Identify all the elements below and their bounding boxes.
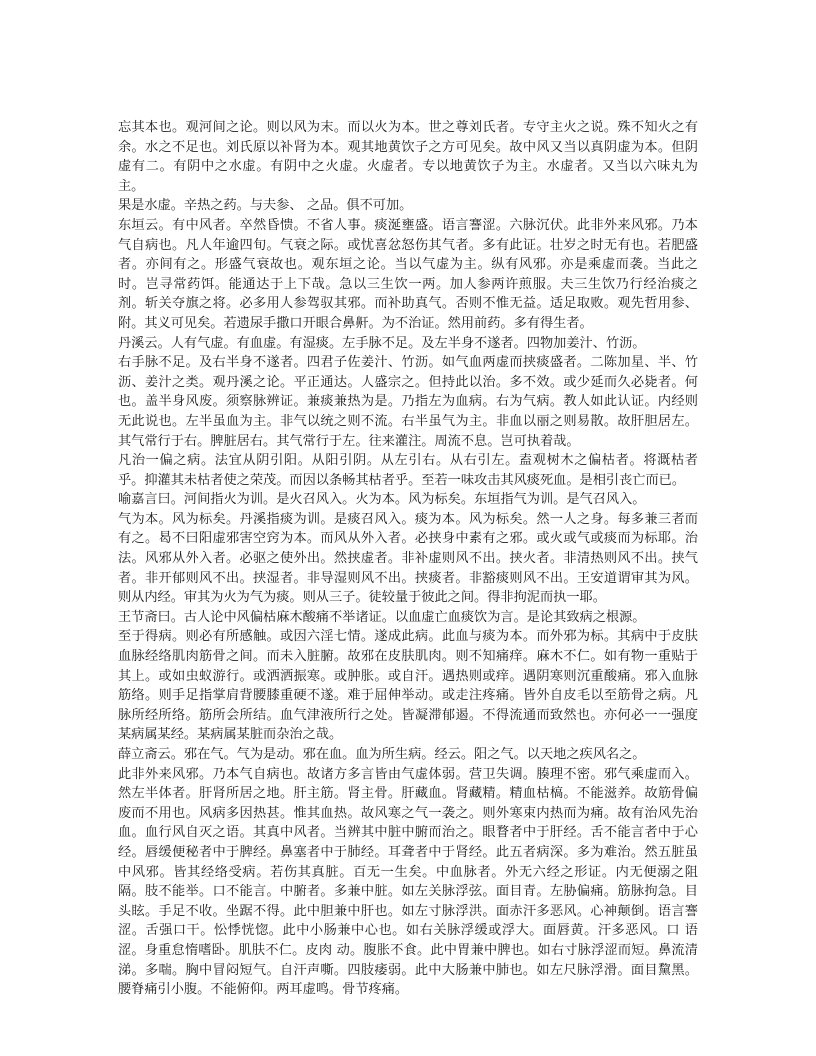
paragraph-wang-jiezhai: 王节斋曰。古人论中风偏枯麻木酸痛不举诸证。以血虚亡血痰饮为言。是论其致病之根源。 [118, 609, 646, 625]
paragraph-hemiplegia-treatment: 凡治一偏之病。法宜从阴引阳。从阳引阴。从左引右。从右引左。盍观树木之偏枯者。将溉枯者乎。抑灌其未枯者使之荣茂。而因以条畅其枯者乎。至若一味攻击其风痰死血。是相引丧亡而已。 [118, 453, 698, 488]
paragraph-yu-jiayan: 喻嘉言曰。河间指火为训。是火召风入。火为本。风为标矣。东垣指气为训。是气召风入。 [118, 492, 646, 508]
paragraph-disease-onset: 至于得病。则必有所感触。或因六淫七情。遂成此病。此血与痰为本。而外邪为标。其病中于皮肤血脉经络肌肉筋骨之间。而未入脏腑。故邪在皮肤肌肉。则不知痛痒。麻木不仁。如有物一重贴于其上。或如虫蚁游行。或洒洒振寒。或肿胀。或自汗。遇热则或痒。遇阴寒则沉重酸痛。邪入血脉筋络。则手足指掌肩背腰膝重硬不遂。难于屈伸举动。或走注疼痛。皆外自皮毛以至筋骨之病。凡脉所经所络。筋所会所结。血气津液所行之处。皆凝滞郁遏。不得流通而致然也。亦何必一一强度某病属某经。某病属某脏而杂治之哉。 [118, 629, 698, 743]
paragraph-liu-fire-theory: 忘其本也。观河间之论。则以风为末。而以火为本。世之尊刘氏者。专守主火之说。殊不知火之有余。水之不足也。刘氏原以补肾为本。观其地黄饮子之方可见矣。故中风又当以真阴虚为本。但阴虚有二。有阴中之水虚。有阴中之火虚。火虚者。专以地黄饮子为主。水虚者。又当以六味丸为主。 [118, 120, 698, 194]
paragraph-xue-lizhai: 薛立斋云。邪在气。气为是动。邪在血。血为所生病。经云。阳之气。以天地之疾风名之。 [118, 747, 646, 762]
paragraph-water-deficiency: 果是水虚。辛热之药。与夫参、 之品。俱不可加。 [118, 198, 413, 214]
paragraph-organ-stroke: 此非外来风邪。乃本气自病也。故诸方多言皆由气虚体弱。营卫失调。腠理不密。邪气乘虚而入。然左半体者。肝肾所居之地。肝主筋。肾主骨。肝藏血。肾藏精。精血枯槁。不能滋养。故筋骨偏废而不用也。风病多因热甚。惟其血热。故风寒之气一袭之。则外寒束内热而为痛。故有治风先治血。血行风自灭之语。其真中风者。当辨其中脏中腑而治之。眼瞀者中于肝经。舌不能言者中于心经。唇缓便秘者中于脾经。鼻塞者中于肺经。耳聋者中于肾经。此五者病深。多为难治。然五脏虽中风邪。皆其经络受病。若伤其真脏。百无一生矣。中血脉者。外无六经之形证。内无便溺之阻隔。肢不能举。口不能言。中腑者。多兼中脏。如左关脉浮弦。面目青。左胁偏痛。筋脉拘急。目 头眩。手足不收。坐踞不得。此中胆兼中肝也。如左寸脉浮洪。面赤汗多恶风。心神颠倒。语言謇涩。舌强口干。忪悸恍惚。此中小肠兼中心也。如右关脉浮缓或浮大。面唇黄。汗多恶风。口 语涩。身重怠惰嗜卧。肌肤不仁。皮肉 动。腹胀不食。此中胃兼中脾也。如右寸脉浮涩而短。鼻流清涕。多喘。胸中冒闷短气。自汗声嘶。四肢痿弱。此中大肠兼中肺也。如左尺脉浮滑。面目黧黑。腰脊痛引小腹。不能俯仰。两耳虚鸣。骨节疼痛。 [118, 766, 698, 998]
paragraph-qi-root: 气为本。风为标矣。丹溪指痰为训。是痰召风入。痰为本。风为标矣。然一人之身。每多兼三者而有之。曷不曰阳虚邪害空窍为本。而风从外入者。必挟身中素有之邪。或火或气或痰而为标耶。治法。风邪从外入者。必驱之使外出。然挟虚者。非补虚则风不出。挟火者。非清热则风不出。挟气者。非开郁则风不出。挟湿者。非导湿则风不出。挟痰者。非豁痰则风不出。王安道谓审其为风。则从内经。审其为火为气为痰。则从三子。徒较量于彼此之间。得非拘泥而执一耶。 [118, 511, 698, 606]
document-page [118, 118, 698, 1000]
paragraph-danxi: 丹溪云。人有气虚。有血虚。有湿痰。左手脉不足。及左半身不遂者。四物加姜汁、竹沥。 [118, 335, 646, 351]
paragraph-dongyuan: 东垣云。有中风者。卒然昏愦。不省人事。痰涎壅盛。语言謇涩。六脉沉伏。此非外来风邪。乃本气自病也。凡人年逾四旬。气衰之际。或忧喜忿怒伤其气者。多有此证。壮岁之时无有也。若肥盛者。亦间有之。形盛气衰故也。观东垣之论。当以气虚为主。纵有风邪。亦是乘虚而袭。当此之时。岂寻常药饵。能通达于上下哉。急以三生饮一两。加人参两许煎服。夫三生饮乃行经治痰之剂。斩关夺旗之将。必多用人参驾驭其邪。而补助真气。否则不惟无益。适足取败。观先哲用参、附。其义可见矣。若遗尿手撒口开眼合鼻鼾。为不治证。然用前药。多有得生者。 [118, 217, 698, 331]
paragraph-right-pulse: 右手脉不足。及右半身不遂者。四君子佐姜汁、竹沥。如气血两虚而挟痰盛者。二陈加星、半、竹沥、姜汁之类。观丹溪之论。平正通达。人盛宗之。但持此以治。多不效。或少延而久必毙者。何也。盖半身风废。须察脉辨证。兼痰兼热为是。乃指左为血病。右为气病。教人如此认证。内经则无此说也。左半虽血为主。非气以统之则不流。右半虽气为主。非血以丽之则易散。故肝胆居左。其气常行于右。脾脏居右。其气常行于左。往来灌注。周流不息。岂可执着哉。 [118, 355, 698, 449]
